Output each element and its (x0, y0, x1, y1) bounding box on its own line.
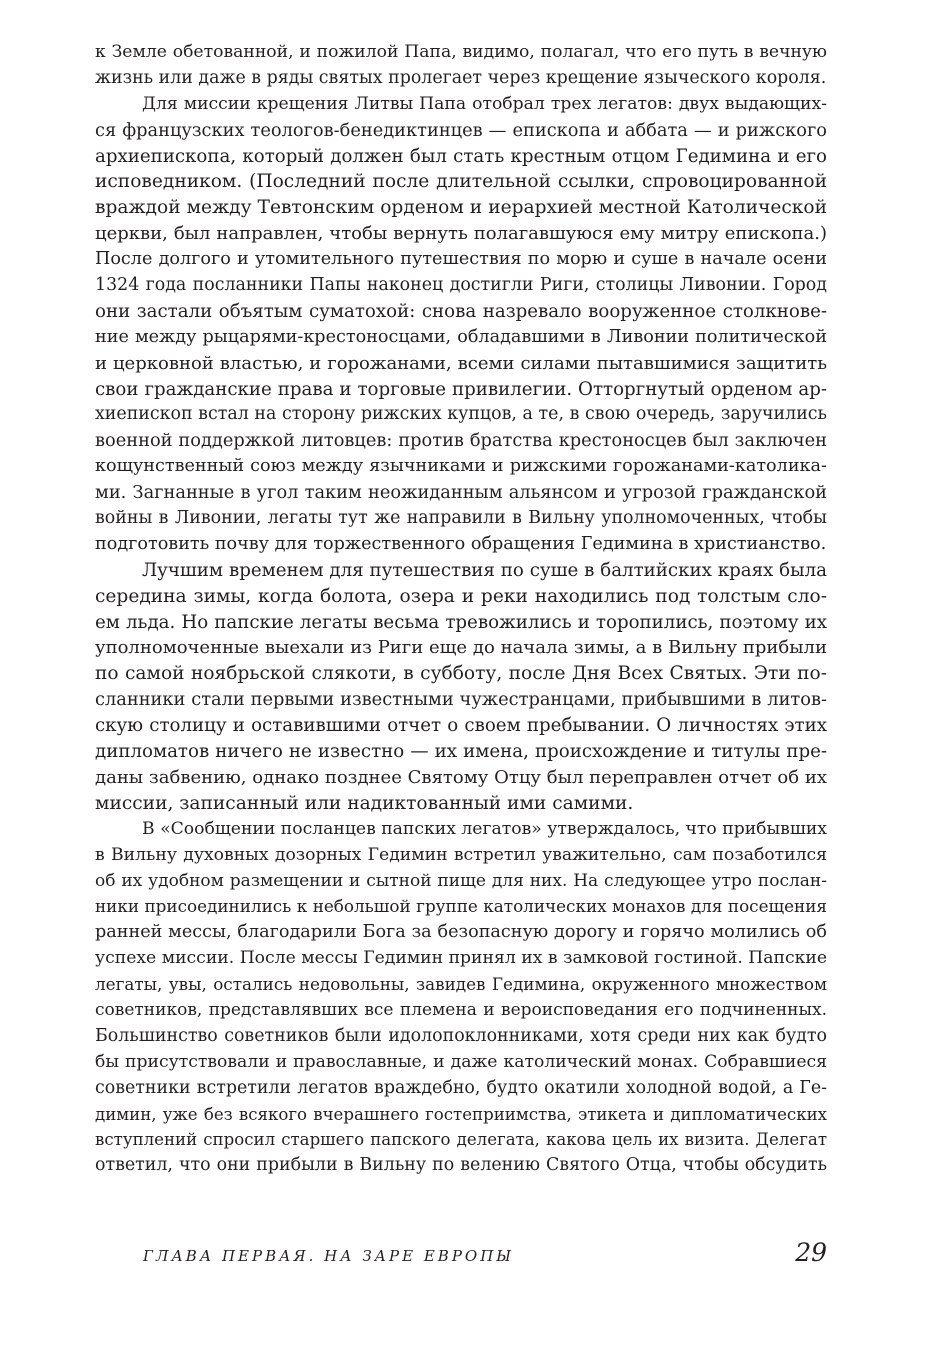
text-line: вступлений спросил старшего папского делегата, какова цель их визита. Делегат (95, 1130, 827, 1150)
text-line: к Земле обетованной, и пожилой Папа, видимо, полагал, что его путь в вечную (95, 42, 827, 62)
text-line: и церковной властью, и горожанами, всеми силами пытавшимися защитить (95, 352, 827, 374)
text-line: В «Сообщении посланцев папских легатов» утверждалось, что прибывших (142, 818, 827, 839)
text-line: После долгого и утомительного путешествия по морю и суше в начале осени (95, 249, 827, 270)
text-line: димин, уже без всякого вчерашнего гостеприимства, этикета и дипломатических (95, 1104, 827, 1124)
paragraph (95, 92, 827, 558)
paragraph (95, 817, 827, 1179)
text-line: скую столицу и оставившими отчет о своем пребывании. О личностях этих (95, 715, 827, 737)
text-line: даны забвению, однако позднее Святому Отцу был переправлен отчет об их (95, 766, 827, 788)
text-line: легаты, увы, остались недовольны, завидев Гедимина, окруженного множеством (95, 974, 827, 995)
text-line: Лучшим временем для путешествия по суше в балтийских краях была (142, 559, 827, 581)
text-line: военной поддержкой литовцев: против братства крестоносцев был заключен (95, 430, 827, 452)
paragraph (95, 558, 827, 817)
text-line: архиепископа, который должен был стать крестным отцом Гедимина и его (95, 145, 827, 167)
text-line: об их удобном размещении и сытной пище для них. На следующее утро послан- (95, 870, 827, 891)
text-line: ответил, что они прибыли в Вильну по велению Святого Отца, чтобы обсудить (95, 1155, 827, 1176)
text-line: кощунственный союз между язычниками и рижскими горожанами-католика- (95, 456, 827, 477)
page-number: 29 (795, 1238, 827, 1267)
text-line: сланники стали первыми известными чужестранцами, прибывшими в литов- (95, 689, 827, 711)
text-line: ми. Загнанные в угол таким неожиданным альянсом и угрозой гражданской (95, 482, 827, 504)
text-line: церкви, был направлен, чтобы вернуть полагавшуюся ему митру епископа.) (95, 223, 827, 245)
paragraph (95, 40, 827, 92)
text-line: по самой ноябрьской слякоти, в субботу, после Дня Всех Святых. Эти по- (95, 663, 827, 685)
running-title: ГЛАВА ПЕРВАЯ. НА ЗАРЕ ЕВРОПЫ (143, 1247, 515, 1265)
text-line: советники встретили легатов враждебно, будто окатили холодной водой, а Ге- (95, 1077, 827, 1098)
text-line: уполномоченные выехали из Риги еще до начала зимы, а в Вильну прибыли (95, 637, 827, 659)
text-line: свои гражданские права и торговые привилегии. Отторгнутый орденом ар- (95, 378, 827, 400)
text-line: 1324 года посланники Папы наконец достигли Риги, столицы Ливонии. Город (95, 275, 827, 296)
text-line: успехе миссии. После мессы Гедимин принял их в замковой гостиной. Папские (95, 948, 827, 969)
text-line: середина зимы, когда болота, озера и реки находились под толстым сло- (95, 585, 827, 607)
text-line: миссии, записанный или надиктованный ими самими. (95, 792, 634, 814)
text-line: ранней мессы, благодарили Бога за безопасную дорогу и горячо молились об (95, 922, 827, 943)
body-text (95, 40, 827, 1179)
text-line: советников, представлявших все племена и вероисповедания его подчиненных. (95, 999, 827, 1020)
text-line: дипломатов ничего не известно — их имена, происхождение и титулы пре- (95, 741, 827, 763)
text-line: ники присоединились к небольшой группе католических монахов для посещения (95, 896, 827, 917)
text-line: бы присутствовали и православные, и даже католический монах. Собравшиеся (95, 1051, 827, 1072)
text-line: жизнь или даже в ряды святых пролегает через крещение языческого короля. (95, 67, 827, 88)
text-line: ем льда. Но папские легаты весьма тревожились и торопились, поэтому их (95, 611, 827, 633)
text-line: войны в Ливонии, легаты тут же направили в Вильну уполномоченных, чтобы (95, 508, 827, 529)
text-line: ние между рыцарями-крестоносцами, обладавшими в Ливонии политической (95, 326, 827, 347)
text-line: Для миссии крещения Литвы Папа отобрал трех легатов: двух выдающих- (142, 93, 827, 114)
text-line: исповедником. (Последний после длительной ссылки, спровоцированной (95, 171, 827, 193)
text-line: враждой между Тевтонским орденом и иерархией местной Католической (95, 197, 827, 219)
text-line: Большинство советников были идолопоклонниками, хотя среди них как будто (95, 1025, 827, 1046)
text-line: они застали объятым суматохой: снова назревало вооруженное столкнове- (95, 300, 827, 322)
text-line: подготовить почву для торжественного обращения Гедимина в христианство. (95, 533, 827, 554)
text-line: в Вильну духовных дозорных Гедимин встретил уважительно, сам позаботился (95, 844, 827, 865)
text-line: ся французских теологов-бенедиктинцев — епископа и аббата — и рижского (95, 119, 827, 141)
text-line: хиепископ встал на сторону рижских купцов, а те, в свою очередь, заручились (95, 404, 827, 425)
